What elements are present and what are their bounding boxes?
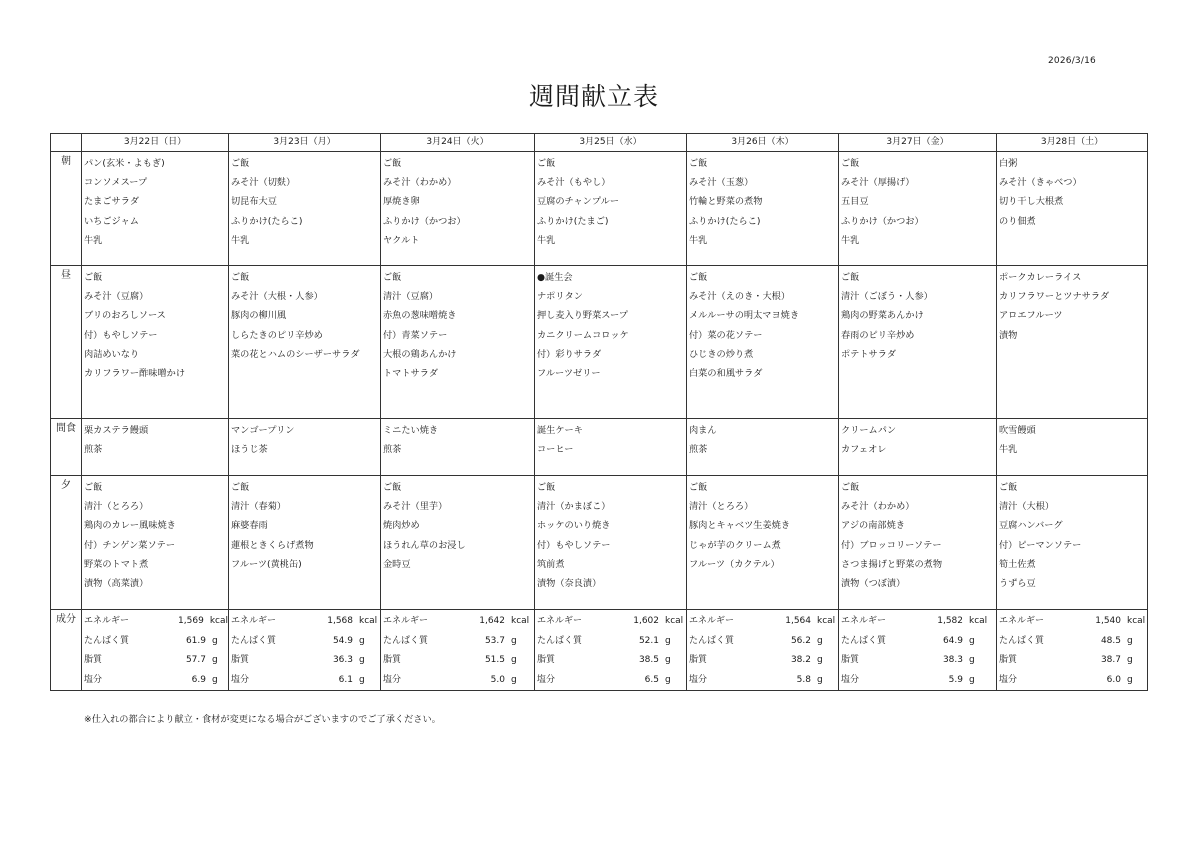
menu-item: 誕生ケーキ: [537, 425, 583, 436]
menu-item: ご飯: [537, 158, 556, 169]
nutrition-protein: [999, 632, 1147, 652]
meal-label-dinner: 夕: [51, 476, 82, 610]
nutrition-value: 38.2: [790, 655, 811, 665]
nutrition-value: 38.3: [942, 655, 963, 665]
menu-item: みそ汁（玉葱）: [689, 177, 754, 189]
menu-item: ご飯: [84, 272, 103, 283]
menu-item: ご飯: [383, 158, 402, 169]
menu-item: 清汁（かまぼこ）: [537, 501, 611, 513]
menu-item: 春雨のピリ辛炒め: [841, 329, 915, 341]
nutrition-protein: [84, 632, 228, 652]
menu-item: ヤクルト: [383, 234, 420, 246]
menu-cell-dinner: [229, 476, 381, 610]
nutrition-label: 脂質: [84, 655, 103, 665]
menu-item: ご飯: [689, 158, 708, 169]
menu-item: 五目豆: [841, 196, 869, 208]
nutrition-value: 6.5: [644, 674, 659, 685]
menu-item: ふりかけ（かつお）: [383, 215, 466, 227]
menu-item: みそ汁（えのき・大根）: [689, 291, 791, 303]
nutrition-fat: [999, 651, 1147, 671]
nutrition-value: 1,642: [479, 616, 505, 626]
nutrition-value: 48.5: [1100, 635, 1121, 646]
nutrition-label: 塩分: [999, 674, 1018, 685]
nutrition-unit: kcal: [665, 616, 684, 626]
menu-cell-dinner: [535, 476, 687, 610]
nutrition-unit: g: [665, 674, 671, 685]
nutrition-label: 塩分: [383, 674, 402, 685]
menu-item: ご飯: [231, 158, 250, 169]
menu-item: 肉まん: [689, 425, 717, 436]
menu-item: 清汁（とろろ）: [689, 501, 754, 513]
menu-item: クリームパン: [841, 425, 897, 436]
nutrition-label: 脂質: [231, 655, 250, 665]
menu-item: トマトサラダ: [383, 368, 439, 380]
menu-item: ミニたい焼き: [383, 425, 439, 436]
menu-item: 大根の鶏あんかけ: [383, 348, 457, 360]
nutrition-label: エネルギー: [999, 616, 1045, 626]
snack-row: [51, 419, 1148, 476]
day-header: 3月27日（金）: [839, 134, 997, 152]
day-header: 3月23日（月）: [229, 134, 381, 152]
menu-item: ご飯: [689, 272, 708, 283]
menu-item: 蓮根ときくらげ煮物: [231, 539, 314, 551]
menu-item: 清汁（春菊）: [231, 501, 287, 513]
menu-item: 清汁（豆腐）: [383, 291, 439, 303]
nutrition-salt: [84, 671, 228, 691]
menu-item: 漬物: [999, 329, 1018, 341]
nutrition-value: 5.0: [490, 674, 505, 685]
menu-item: 漬物（つぼ漬）: [841, 578, 906, 590]
menu-item: 押し麦入り野菜スープ: [537, 310, 628, 322]
menu-cell-lunch: [687, 266, 839, 419]
menu-item: 切り干し大根煮: [999, 196, 1064, 208]
nutrition-cell: [229, 610, 381, 691]
meal-label-breakfast: 朝: [51, 152, 82, 266]
menu-item: ご飯: [689, 482, 708, 493]
nutrition-unit: g: [665, 655, 671, 665]
menu-item: 焼肉炒め: [383, 520, 420, 532]
menu-cell-lunch: [839, 266, 997, 419]
menu-item: 付）もやしソテー: [537, 539, 611, 551]
nutrition-salt: [537, 671, 686, 691]
menu-item: ふりかけ(たまご): [537, 215, 609, 227]
menu-item: 栗カステラ饅頭: [84, 425, 149, 436]
menu-cell-snack: [687, 419, 839, 476]
breakfast-row: [51, 152, 1148, 266]
menu-item: 牛乳: [231, 234, 250, 246]
menu-item: 煎茶: [689, 444, 708, 455]
menu-item: ほうじ茶: [231, 444, 268, 455]
nutrition-label: 塩分: [689, 674, 708, 685]
menu-item: 清汁（ごぼう・人参）: [841, 291, 933, 303]
menu-item: たまごサラダ: [84, 196, 140, 208]
nutrition-value: 1,568: [327, 616, 353, 626]
menu-item: のり佃煮: [999, 215, 1036, 227]
nutrition-label: 塩分: [231, 674, 250, 685]
menu-item: 清汁（とろろ）: [84, 501, 149, 513]
menu-item: 牛乳: [537, 234, 556, 246]
menu-item: みそ汁（わかめ）: [841, 501, 915, 513]
menu-item: フルーツゼリー: [537, 368, 601, 380]
nutrition-value: 54.9: [332, 635, 353, 646]
nutrition-value: 38.5: [638, 655, 659, 665]
nutrition-unit: g: [359, 635, 365, 646]
menu-item: みそ汁（里芋）: [383, 501, 448, 513]
menu-cell-snack: [535, 419, 687, 476]
menu-item: ご飯: [841, 482, 860, 493]
menu-item: 牛乳: [841, 234, 860, 246]
menu-item: 筑前煮: [537, 558, 565, 570]
weekly-menu-table: [50, 133, 1148, 691]
nutrition-salt: [383, 671, 534, 691]
menu-item: 菜の花とハムのシーザーサラダ: [231, 348, 360, 360]
day-header: 3月25日（水）: [535, 134, 687, 152]
menu-cell-snack: [381, 419, 535, 476]
menu-item: 豆腐のチャンプルー: [537, 196, 620, 208]
nutrition-value: 5.9: [948, 674, 963, 685]
menu-item: ご飯: [84, 482, 103, 493]
nutrition-label: たんぱく質: [999, 635, 1045, 646]
nutrition-label: 脂質: [999, 655, 1018, 665]
menu-item: 鶏肉の野菜あんかけ: [841, 310, 924, 322]
nutrition-label: たんぱく質: [841, 635, 887, 646]
nutrition-unit: g: [1127, 635, 1133, 646]
menu-item: カニクリームコロッケ: [537, 329, 629, 341]
nutrition-value: 38.7: [1100, 655, 1121, 665]
nutrition-fat: [231, 651, 380, 671]
menu-item: 豚肉の柳川風: [231, 310, 287, 322]
nutrition-label: 脂質: [689, 655, 708, 665]
menu-item: みそ汁（もやし）: [537, 177, 611, 189]
menu-item: ふりかけ(たらこ): [231, 215, 303, 227]
menu-item: 豆腐ハンバーグ: [999, 520, 1063, 532]
menu-item: ●誕生会: [537, 272, 573, 283]
menu-item: 牛乳: [689, 234, 708, 246]
nutrition-salt: [231, 671, 380, 691]
nutrition-energy: [841, 612, 996, 632]
nutrition-label: たんぱく質: [537, 635, 583, 646]
menu-item: ご飯: [383, 482, 402, 493]
nutrition-unit: kcal: [969, 616, 988, 626]
nutrition-value: 61.9: [185, 635, 206, 646]
menu-item: ほうれん草のお浸し: [383, 539, 466, 551]
header-row: [51, 134, 1148, 152]
menu-cell-breakfast: [687, 152, 839, 266]
menu-item: 付）青菜ソテー: [383, 329, 448, 341]
menu-item: カフェオレ: [841, 444, 887, 455]
menu-cell-lunch: [82, 266, 229, 419]
nutrition-salt: [689, 671, 838, 691]
menu-item: アロエフルーツ: [999, 310, 1063, 322]
menu-item: ご飯: [999, 482, 1018, 493]
menu-item: 麻婆春雨: [231, 520, 268, 532]
menu-item: 白粥: [999, 158, 1018, 169]
nutrition-fat: [84, 651, 228, 671]
nutrition-unit: g: [511, 674, 517, 685]
meal-label-lunch: 昼: [51, 266, 82, 419]
menu-cell-breakfast: [839, 152, 997, 266]
nutrition-unit: g: [511, 635, 517, 646]
menu-cell-breakfast: [997, 152, 1148, 266]
menu-item: アジの南部焼き: [841, 520, 905, 532]
nutrition-protein: [689, 632, 838, 652]
nutrition-value: 6.0: [1106, 674, 1121, 685]
nutrition-fat: [537, 651, 686, 671]
nutrition-unit: g: [511, 655, 517, 665]
nutrition-unit: g: [212, 674, 218, 685]
menu-item: 付）菜の花ソテー: [689, 329, 763, 341]
menu-item: うずら豆: [999, 578, 1036, 590]
menu-item: ポテトサラダ: [841, 348, 897, 360]
nutrition-label: 脂質: [383, 655, 402, 665]
nutrition-value: 6.9: [191, 674, 206, 685]
menu-item: カリフラワーとツナサラダ: [999, 291, 1110, 303]
menu-item: しらたきのピリ辛炒め: [231, 329, 323, 341]
nutrition-protein: [537, 632, 686, 652]
dinner-row: [51, 476, 1148, 610]
menu-cell-dinner: [82, 476, 229, 610]
menu-item: ポークカレーライス: [999, 272, 1082, 283]
menu-item: みそ汁（わかめ）: [383, 177, 457, 189]
nutrition-label: 塩分: [537, 674, 556, 685]
nutrition-protein: [841, 632, 996, 652]
menu-cell-lunch: [535, 266, 687, 419]
menu-item: フルーツ（カクテル）: [689, 558, 780, 570]
menu-item: 付）ピーマンソテー: [999, 539, 1082, 551]
menu-item: ふりかけ(たらこ): [689, 215, 761, 227]
corner-cell: [51, 134, 82, 152]
menu-item: 煎茶: [383, 444, 402, 455]
menu-item: 切昆布大豆: [231, 196, 277, 208]
nutrition-unit: g: [212, 635, 218, 646]
menu-item: 付）チンゲン菜ソテー: [84, 539, 176, 551]
menu-item: いちごジャム: [84, 215, 139, 227]
menu-item: さつま揚げと野菜の煮物: [841, 558, 943, 570]
nutrition-unit: g: [359, 655, 365, 665]
nutrition-value: 36.3: [332, 655, 353, 665]
nutrition-unit: g: [969, 635, 975, 646]
menu-item: ご飯: [841, 272, 860, 283]
nutrition-cell: [381, 610, 535, 691]
menu-item: じゃが芋のクリーム煮: [689, 539, 781, 551]
menu-item: コーヒー: [537, 444, 574, 455]
nutrition-value: 56.2: [790, 635, 811, 646]
nutrition-salt: [841, 671, 996, 691]
menu-item: 牛乳: [999, 444, 1018, 455]
nutrition-value: 1,564: [785, 616, 811, 626]
nutrition-unit: g: [817, 674, 823, 685]
menu-item: ご飯: [231, 272, 250, 283]
nutrition-value: 1,582: [937, 616, 963, 626]
nutrition-row: [51, 610, 1148, 691]
nutrition-label: エネルギー: [383, 616, 429, 626]
menu-item: みそ汁（きゃべつ）: [999, 177, 1082, 189]
menu-item: 厚焼き卵: [383, 196, 420, 208]
nutrition-unit: g: [359, 674, 365, 685]
nutrition-label: 脂質: [537, 655, 556, 665]
nutrition-cell: [82, 610, 229, 691]
nutrition-cell: [687, 610, 839, 691]
footer-note: ※仕入れの都合により献立・食材が変更になる場合がございますのでご了承ください。: [84, 714, 441, 725]
menu-item: マンゴープリン: [231, 425, 295, 436]
menu-item: 吹雪饅頭: [999, 425, 1036, 436]
nutrition-unit: g: [665, 635, 671, 646]
menu-item: みそ汁（豆腐）: [84, 291, 149, 303]
issue-date: 2026/3/16: [1048, 56, 1096, 66]
menu-item: 金時豆: [383, 558, 411, 570]
nutrition-value: 57.7: [185, 655, 206, 665]
menu-cell-breakfast: [535, 152, 687, 266]
nutrition-unit: g: [212, 655, 218, 665]
menu-item: 清汁（大根）: [999, 501, 1055, 513]
menu-item: 牛乳: [84, 234, 103, 246]
menu-item: みそ汁（切麩）: [231, 177, 296, 189]
day-header: 3月22日（日）: [82, 134, 229, 152]
nutrition-cell: [535, 610, 687, 691]
nutrition-unit: g: [969, 655, 975, 665]
menu-item: 筍土佐煮: [999, 558, 1036, 570]
nutrition-cell: [997, 610, 1148, 691]
nutrition-energy: [537, 612, 686, 632]
menu-item: 豚肉とキャベツ生姜焼き: [689, 520, 791, 532]
menu-item: 鶏肉のカレー風味焼き: [84, 520, 176, 532]
nutrition-energy: [231, 612, 380, 632]
lunch-row: [51, 266, 1148, 419]
nutrition-label: エネルギー: [537, 616, 583, 626]
menu-item: ホッケのいり焼き: [537, 520, 611, 532]
nutrition-label: エネルギー: [84, 616, 130, 626]
menu-cell-snack: [997, 419, 1148, 476]
menu-item: ご飯: [841, 158, 860, 169]
nutrition-label: エネルギー: [841, 616, 887, 626]
nutrition-unit: g: [1127, 674, 1133, 685]
menu-cell-dinner: [839, 476, 997, 610]
nutrition-label: 塩分: [841, 674, 860, 685]
menu-item: ブリのおろしソース: [84, 310, 166, 322]
nutrition-unit: g: [817, 635, 823, 646]
menu-item: みそ汁（大根・人参）: [231, 291, 323, 303]
menu-item: ご飯: [537, 482, 556, 493]
nutrition-label: エネルギー: [689, 616, 735, 626]
nutrition-value: 1,540: [1095, 616, 1121, 626]
nutrition-unit: g: [969, 674, 975, 685]
menu-item: みそ汁（厚揚げ）: [841, 177, 915, 189]
nutrition-value: 52.1: [638, 635, 659, 646]
nutrition-unit: kcal: [209, 616, 228, 626]
menu-cell-lunch: [229, 266, 381, 419]
menu-cell-snack: [229, 419, 381, 476]
menu-item: メルルーサの明太マヨ焼き: [689, 310, 800, 322]
nutrition-energy: [84, 612, 228, 632]
nutrition-protein: [383, 632, 534, 652]
menu-cell-lunch: [997, 266, 1148, 419]
menu-item: 漬物（高菜漬）: [84, 578, 149, 590]
nutrition-label: 脂質: [841, 655, 860, 665]
nutrition-energy: [999, 612, 1147, 632]
page-title: 週間献立表: [529, 82, 660, 111]
day-header: 3月28日（土）: [997, 134, 1148, 152]
menu-item: 肉詰めいなり: [84, 348, 140, 360]
menu-item: ナポリタン: [537, 291, 583, 303]
menu-item: ご飯: [231, 482, 250, 493]
nutrition-fat: [383, 651, 534, 671]
nutrition-protein: [231, 632, 380, 652]
nutrition-label: たんぱく質: [84, 635, 130, 646]
menu-item: パン(玄米・よもぎ): [84, 158, 165, 169]
nutrition-value: 1,569: [178, 616, 204, 626]
nutrition-label: 塩分: [84, 674, 103, 685]
menu-cell-dinner: [687, 476, 839, 610]
nutrition-unit: kcal: [511, 616, 530, 626]
menu-item: ご飯: [383, 272, 402, 283]
menu-item: 漬物（奈良漬）: [537, 578, 602, 590]
nutrition-label: たんぱく質: [383, 635, 429, 646]
menu-item: カリフラワー酢味噌かけ: [84, 368, 186, 380]
menu-cell-snack: [839, 419, 997, 476]
day-header: 3月26日（木）: [687, 134, 839, 152]
nutrition-label: たんぱく質: [231, 635, 277, 646]
menu-item: 野菜のトマト煮: [84, 558, 149, 570]
nutrition-unit: kcal: [817, 616, 836, 626]
nutrition-unit: kcal: [359, 616, 378, 626]
nutrition-unit: kcal: [1127, 616, 1146, 626]
menu-item: 付）ブロッコリーソテー: [841, 539, 942, 551]
nutrition-unit: g: [1127, 655, 1133, 665]
menu-cell-breakfast: [229, 152, 381, 266]
meal-label-nutrition: 成分: [51, 610, 82, 691]
menu-cell-dinner: [997, 476, 1148, 610]
menu-item: 竹輪と野菜の煮物: [689, 196, 763, 208]
menu-cell-dinner: [381, 476, 535, 610]
nutrition-energy: [689, 612, 838, 632]
nutrition-value: 51.5: [484, 655, 505, 665]
nutrition-label: エネルギー: [231, 616, 277, 626]
menu-item: フルーツ(黄桃缶): [231, 558, 302, 570]
meal-label-snack: 間食: [51, 419, 82, 476]
menu-item: 付）もやしソテー: [84, 329, 158, 341]
menu-cell-snack: [82, 419, 229, 476]
menu-item: 赤魚の葱味噌焼き: [383, 310, 457, 322]
nutrition-fat: [841, 651, 996, 671]
nutrition-value: 6.1: [338, 674, 353, 685]
menu-item: 付）彩りサラダ: [537, 348, 602, 360]
nutrition-label: たんぱく質: [689, 635, 735, 646]
menu-cell-breakfast: [82, 152, 229, 266]
day-header: 3月24日（火）: [381, 134, 535, 152]
nutrition-value: 53.7: [484, 635, 505, 646]
nutrition-cell: [839, 610, 997, 691]
nutrition-fat: [689, 651, 838, 671]
menu-cell-lunch: [381, 266, 535, 419]
menu-cell-breakfast: [381, 152, 535, 266]
menu-item: ひじきの炒り煮: [689, 348, 754, 360]
nutrition-value: 1,602: [633, 616, 659, 626]
menu-item: 白菜の和風サラダ: [689, 368, 763, 380]
menu-item: 煎茶: [84, 444, 103, 455]
nutrition-value: 5.8: [796, 674, 811, 685]
nutrition-value: 64.9: [942, 635, 963, 646]
nutrition-unit: g: [817, 655, 823, 665]
menu-item: ふりかけ（かつお）: [841, 215, 924, 227]
nutrition-energy: [383, 612, 534, 632]
menu-item: コンソメスープ: [84, 177, 148, 189]
nutrition-salt: [999, 671, 1147, 691]
